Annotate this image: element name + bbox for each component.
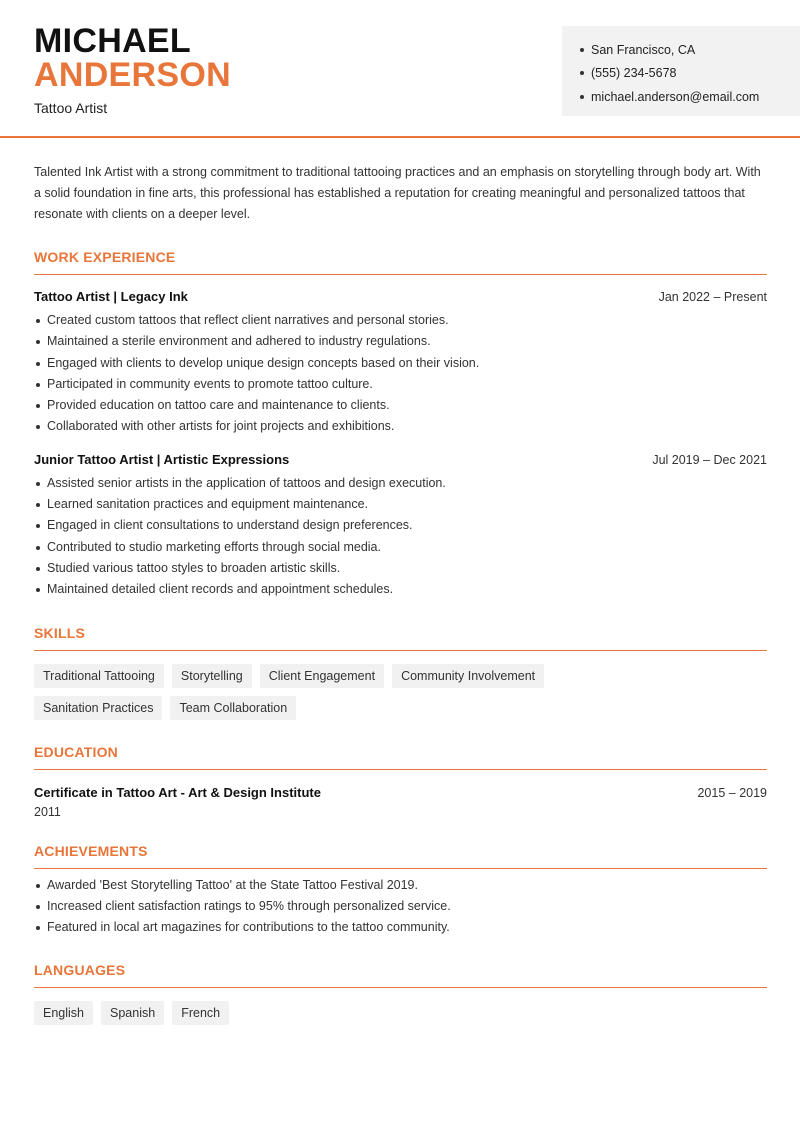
list-item: Engaged with clients to develop unique design concepts based on their vision. — [34, 353, 767, 374]
contact-location — [580, 38, 800, 62]
list-item: Awarded 'Best Storytelling Tattoo' at the State Tattoo Festival 2019. — [34, 875, 767, 896]
contact-box — [562, 26, 800, 116]
skill-tag: Traditional Tattooing — [34, 664, 164, 688]
contact-phone-text: (555) 234-5678 — [591, 66, 677, 81]
job-entry-header — [34, 452, 767, 467]
skill-tag: Sanitation Practices — [34, 696, 162, 720]
skills-tags — [34, 664, 674, 720]
bullet-icon — [580, 71, 584, 75]
bullet-icon — [580, 48, 584, 52]
work-experience-heading: WORK EXPERIENCE — [34, 249, 767, 275]
list-item: Contributed to studio marketing efforts through social media. — [34, 537, 767, 558]
education-heading: EDUCATION — [34, 744, 767, 770]
job-dates: Jul 2019 – Dec 2021 — [652, 452, 767, 467]
job-bullets — [34, 310, 767, 438]
contact-email — [580, 85, 800, 109]
resume-header — [0, 0, 800, 138]
contact-phone — [580, 62, 800, 86]
list-item: Studied various tattoo styles to broaden artistic skills. — [34, 558, 767, 579]
job-bullets — [34, 473, 767, 601]
bullet-icon — [580, 95, 584, 99]
last-name: ANDERSON — [34, 56, 231, 94]
language-tag: French — [172, 1001, 229, 1025]
resume-body — [34, 162, 767, 1025]
education-year: 2011 — [34, 804, 61, 819]
achievements-heading: ACHIEVEMENTS — [34, 843, 767, 869]
first-name: MICHAEL — [34, 22, 191, 60]
education-degree: Certificate in Tattoo Art - Art & Design Institute — [34, 784, 321, 800]
list-item: Learned sanitation practices and equipment maintenance. — [34, 494, 767, 515]
skill-tag: Team Collaboration — [170, 696, 296, 720]
list-item: Maintained a sterile environment and adhered to industry regulations. — [34, 331, 767, 352]
list-item: Engaged in client consultations to understand design preferences. — [34, 515, 767, 536]
languages-heading: LANGUAGES — [34, 962, 767, 988]
skill-tag: Storytelling — [172, 664, 252, 688]
education-entry-header — [34, 785, 767, 800]
list-item: Participated in community events to promote tattoo culture. — [34, 374, 767, 395]
job-entry-header — [34, 289, 767, 304]
list-item: Provided education on tattoo care and maintenance to clients. — [34, 395, 767, 416]
list-item: Increased client satisfaction ratings to 95% through personalized service. — [34, 896, 767, 917]
summary: Talented Ink Artist with a strong commitment to traditional tattooing practices and an emphasis on storytelling through body art. With a solid foundation in fine arts, this professional has established a reputation for creating meaningful and personalized tattoos that resonate with clients on a deeper level. — [34, 165, 761, 221]
list-item: Maintained detailed client records and appointment schedules. — [34, 579, 767, 600]
contact-email-text: michael.anderson@email.com — [591, 89, 760, 104]
job-title: Tattoo Artist — [34, 100, 108, 116]
skills-heading: SKILLS — [34, 625, 767, 651]
language-tag: Spanish — [101, 1001, 164, 1025]
language-tag: English — [34, 1001, 93, 1025]
job-title-company: Tattoo Artist | Legacy Ink — [34, 289, 188, 304]
list-item: Collaborated with other artists for joint projects and exhibitions. — [34, 416, 767, 437]
achievement-bullets — [34, 875, 767, 939]
list-item: Assisted senior artists in the application of tattoos and design execution. — [34, 473, 767, 494]
skill-tag: Client Engagement — [260, 664, 384, 688]
job-title-company: Junior Tattoo Artist | Artistic Expressions — [34, 451, 290, 467]
education-dates: 2015 – 2019 — [697, 785, 767, 800]
skill-tag: Community Involvement — [392, 664, 544, 688]
language-tags — [34, 1001, 674, 1025]
list-item: Created custom tattoos that reflect client narratives and personal stories. — [34, 310, 767, 331]
contact-location-text: San Francisco, CA — [591, 42, 696, 57]
list-item: Featured in local art magazines for contributions to the tattoo community. — [34, 917, 767, 938]
job-dates: Jan 2022 – Present — [658, 290, 767, 304]
